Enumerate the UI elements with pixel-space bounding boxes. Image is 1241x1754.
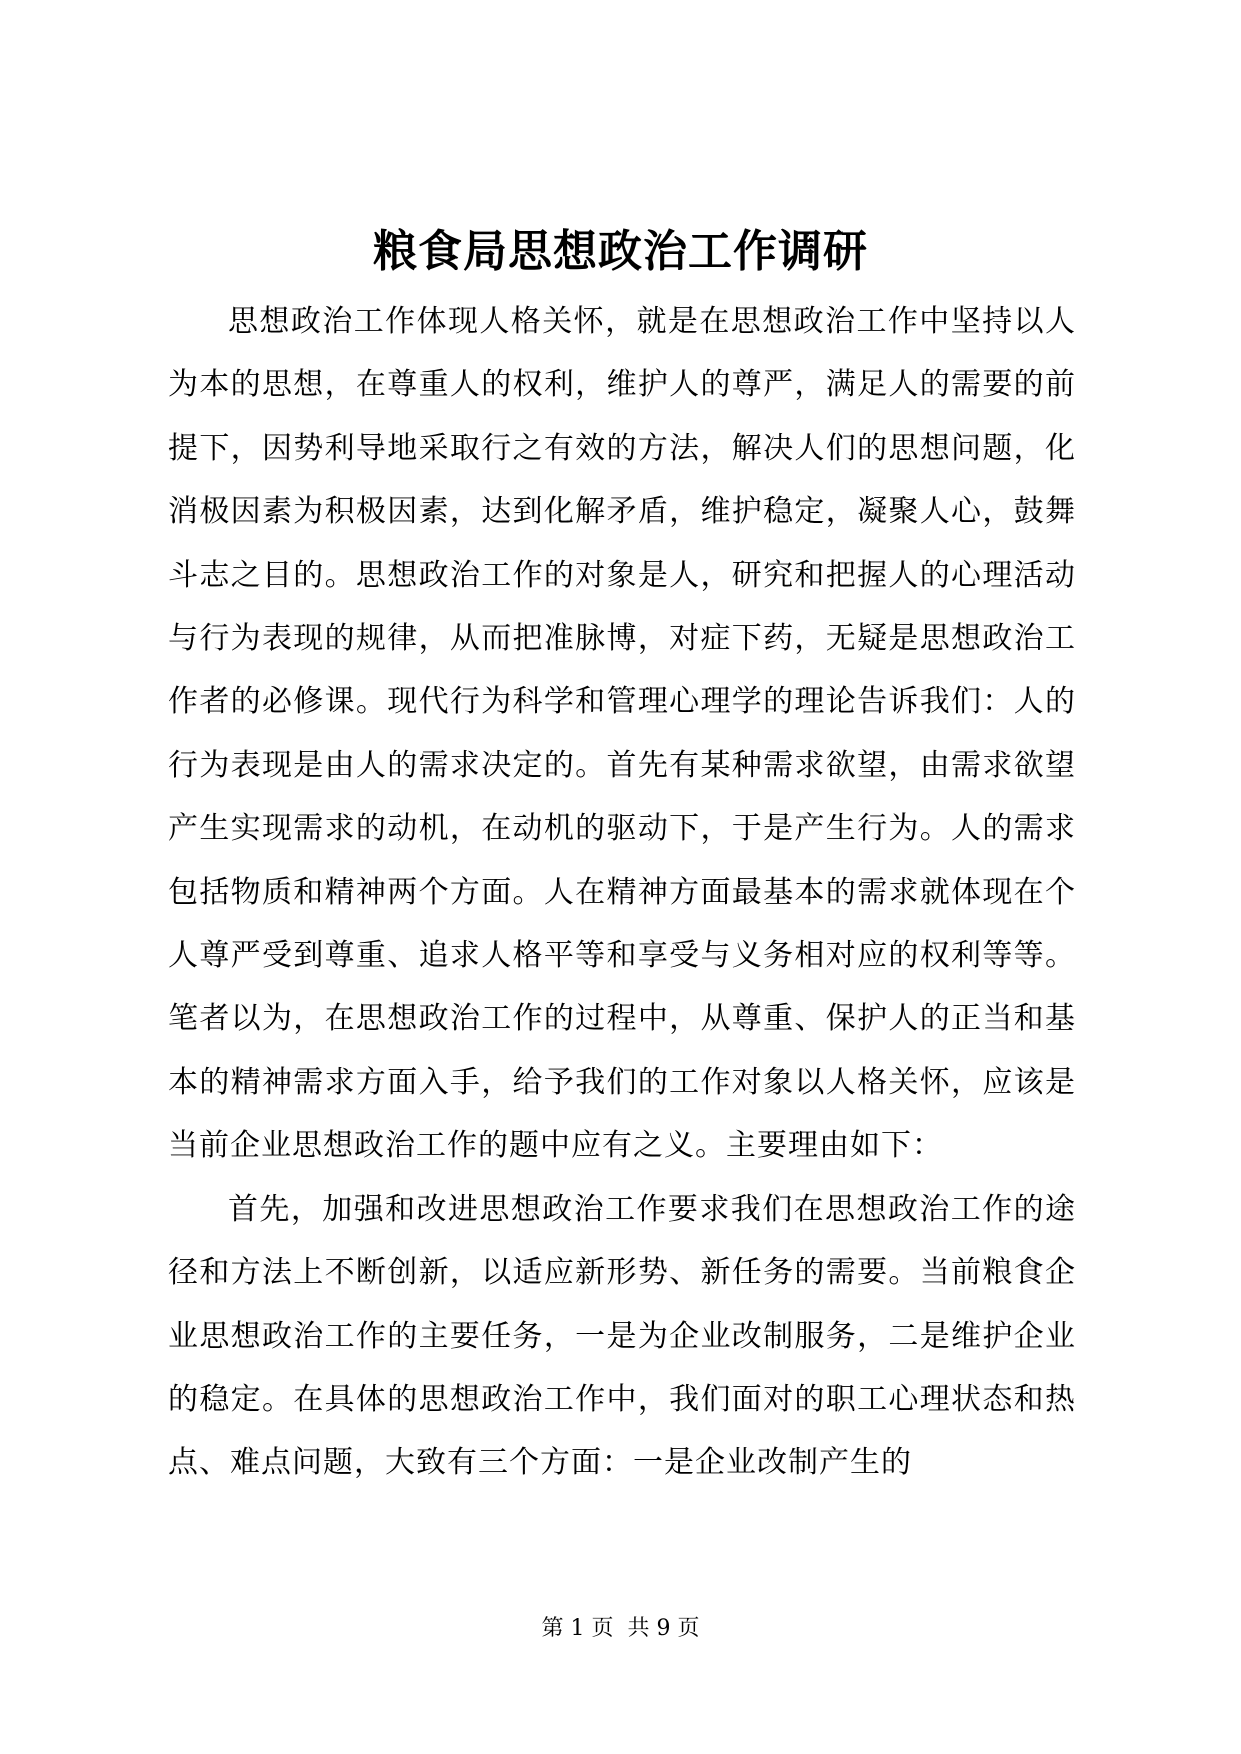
paragraph-1: 思想政治工作体现人格关怀，就是在思想政治工作中坚持以人为本的思想，在尊重人的权利，维护人的尊严，满足人的需要的前提下，因势利导地采取行之有效的方法，解决人们的思想问题，化消极因素为积极因素，达到化解矛盾，维护稳定，凝聚人心，鼓舞斗志之目的。思想政治工作的对象是人，研究和把握人的心理活动与行为表现的规律，从而把准脉博，对症下药，无疑是思想政治工作者的必修课。现代行为科学和管理心理学的理论告诉我们：人的行为表现是由人的需求决定的。首先有某种需求欲望，由需求欲望产生实现需求的动机，在动机的驱动下，于是产生行为。人的需求包括物质和精神两个方面。人在精神方面最基本的需求就体现在个人尊严受到尊重、追求人格平等和享受与义务相对应的权利等等。笔者以为，在思想政治工作的过程中，从尊重、保护人的正当和基本的精神需求方面入手，给予我们的工作对象以人格关怀，应该是当前企业思想政治工作的题中应有之义。主要理由如下： — [168, 304, 1076, 1164]
paragraph-2: 首先，加强和改进思想政治工作要求我们在思想政治工作的途径和方法上不断创新，以适应新形势、新任务的需要。当前粮食企业思想政治工作的主要任务，一是为企业改制服务，二是维护企业的稳定。在具体的思想政治工作中，我们面对的职工心理状态和热点、难点问题，大致有三个方面：一是企业改制产生的 — [168, 1191, 1076, 1481]
document-title: 粮食局思想政治工作调研 — [373, 226, 868, 277]
page-number-footer — [0, 1614, 1241, 1644]
page-number-label: 第 1 页 共 9 页 — [541, 1616, 700, 1641]
document-body — [168, 290, 1076, 1495]
